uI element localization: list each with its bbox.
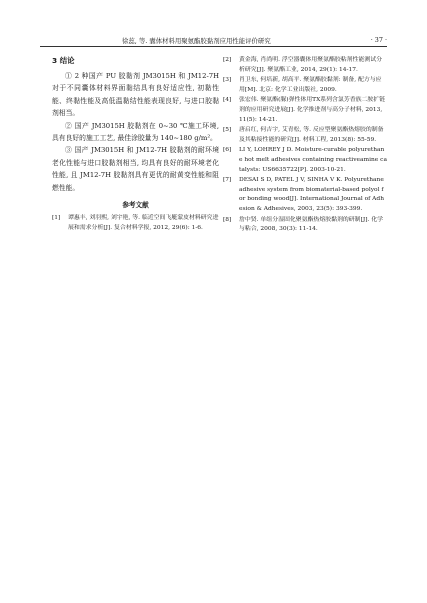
reference-item — [223, 146, 387, 175]
running-header — [40, 36, 387, 47]
reference-text: 肖卫东, 何培新, 胡高平. 聚氨酯胶黏剂: 制备, 配方与应用[M]. 北京: 化学工业出版社, 2009. — [239, 77, 382, 93]
reference-item — [223, 126, 387, 145]
reference-text: 张宏伟. 聚氨酯(脲)弹性体用TX系列含氯芳香族二胺扩链剂的应用研究进展[J]. 化学推进剂与高分子材料, 2013, 11(5): 14-21. — [239, 97, 386, 123]
reference-item — [223, 176, 387, 214]
reference-text: 黄金海, 肖尚明. 浮空器囊体用聚氨酯胶粘剂性能测试分析研究[J]. 聚氨酯工业, 2014, 29(1): 14-17. — [239, 57, 382, 73]
section-title: 3 结论 — [52, 56, 75, 65]
running-title: 徐蕊, 等. 囊体材料用聚氨酯胶黏剂应用性能评价研究 — [122, 37, 271, 45]
reference-item — [223, 96, 387, 125]
reference-text: 詹中贤. 单组分湿固化聚氨酯热熔胶黏剂的研制[J]. 化学与粘合, 2008, 30(3): 11-14. — [239, 216, 384, 233]
conclusion-paragraph-3: ③ 国产 JM3015H 和 JM12-7H 胶黏剂的耐环境老化性能与进口胶黏剂相当, 均具有良好的耐环境老化性能, 且 JM12-7H 胶黏剂具有更优的耐黄变性能和阻燃性能。 — [52, 146, 219, 192]
reference-text: 谭惠丰, 刘羽熙, 刘宇艳, 等. 临近空间飞艇蒙皮材料研究进展和需求分析[J]. 复合材料学报, 2012, 29(6): 1-6. — [68, 215, 219, 231]
references-heading: 参考文献 — [122, 201, 149, 210]
reference-item — [223, 76, 387, 95]
page-number: · 37 · — [370, 36, 387, 44]
left-column — [52, 56, 219, 234]
reference-number: [8] — [223, 216, 232, 223]
reference-item — [52, 214, 219, 233]
reference-text: DESAI S D, PATEL J V, SINHA V K. Polyurethane adhesive system from biomaterial-based polyol for bonding wood[J]. International Journal of Adhesion & Adhesives, 2003, 23(5): 393-399. — [239, 177, 384, 212]
reference-text: 唐启红, 何吉宇, 艾青松, 等. 反应型聚氨酯热熔胶的制备及其粘接性能的研究[J]. 材料工程, 2013(8): 55-59. — [239, 127, 384, 143]
conclusion-paragraph-1: ① 2 种国产 PU 胶黏剂 JM3015H 和 JM12-7H 对于不同囊体材料界面黏结具有良好适应性, 初黏性能、终黏性能及高低温黏结性能表现良好, 与进口胶黏剂相当。 — [52, 72, 219, 118]
reference-text: LI Y, LOHREY J D. Moisture-curable polyurethane hot melt adhesives containing reactiveamine catalysts: US6635722[P]. 2003-10-21. — [239, 147, 387, 173]
reference-number: [6] — [223, 147, 232, 154]
reference-number: [1] — [52, 215, 61, 222]
reference-number: [7] — [223, 177, 232, 184]
reference-number: [2] — [223, 57, 232, 63]
reference-number: [5] — [223, 127, 232, 134]
reference-item — [223, 56, 387, 75]
reference-number: [4] — [223, 97, 232, 104]
reference-item — [223, 216, 387, 235]
reference-number: [3] — [223, 77, 232, 84]
conclusion-paragraph-2: ② 国产 JM3015H 胶黏剂在 0~30 ℃施工环境, 具有良好的施工工艺, 最佳涂胶量为 140~180 g/m²。 — [52, 121, 219, 143]
right-column — [223, 56, 387, 236]
